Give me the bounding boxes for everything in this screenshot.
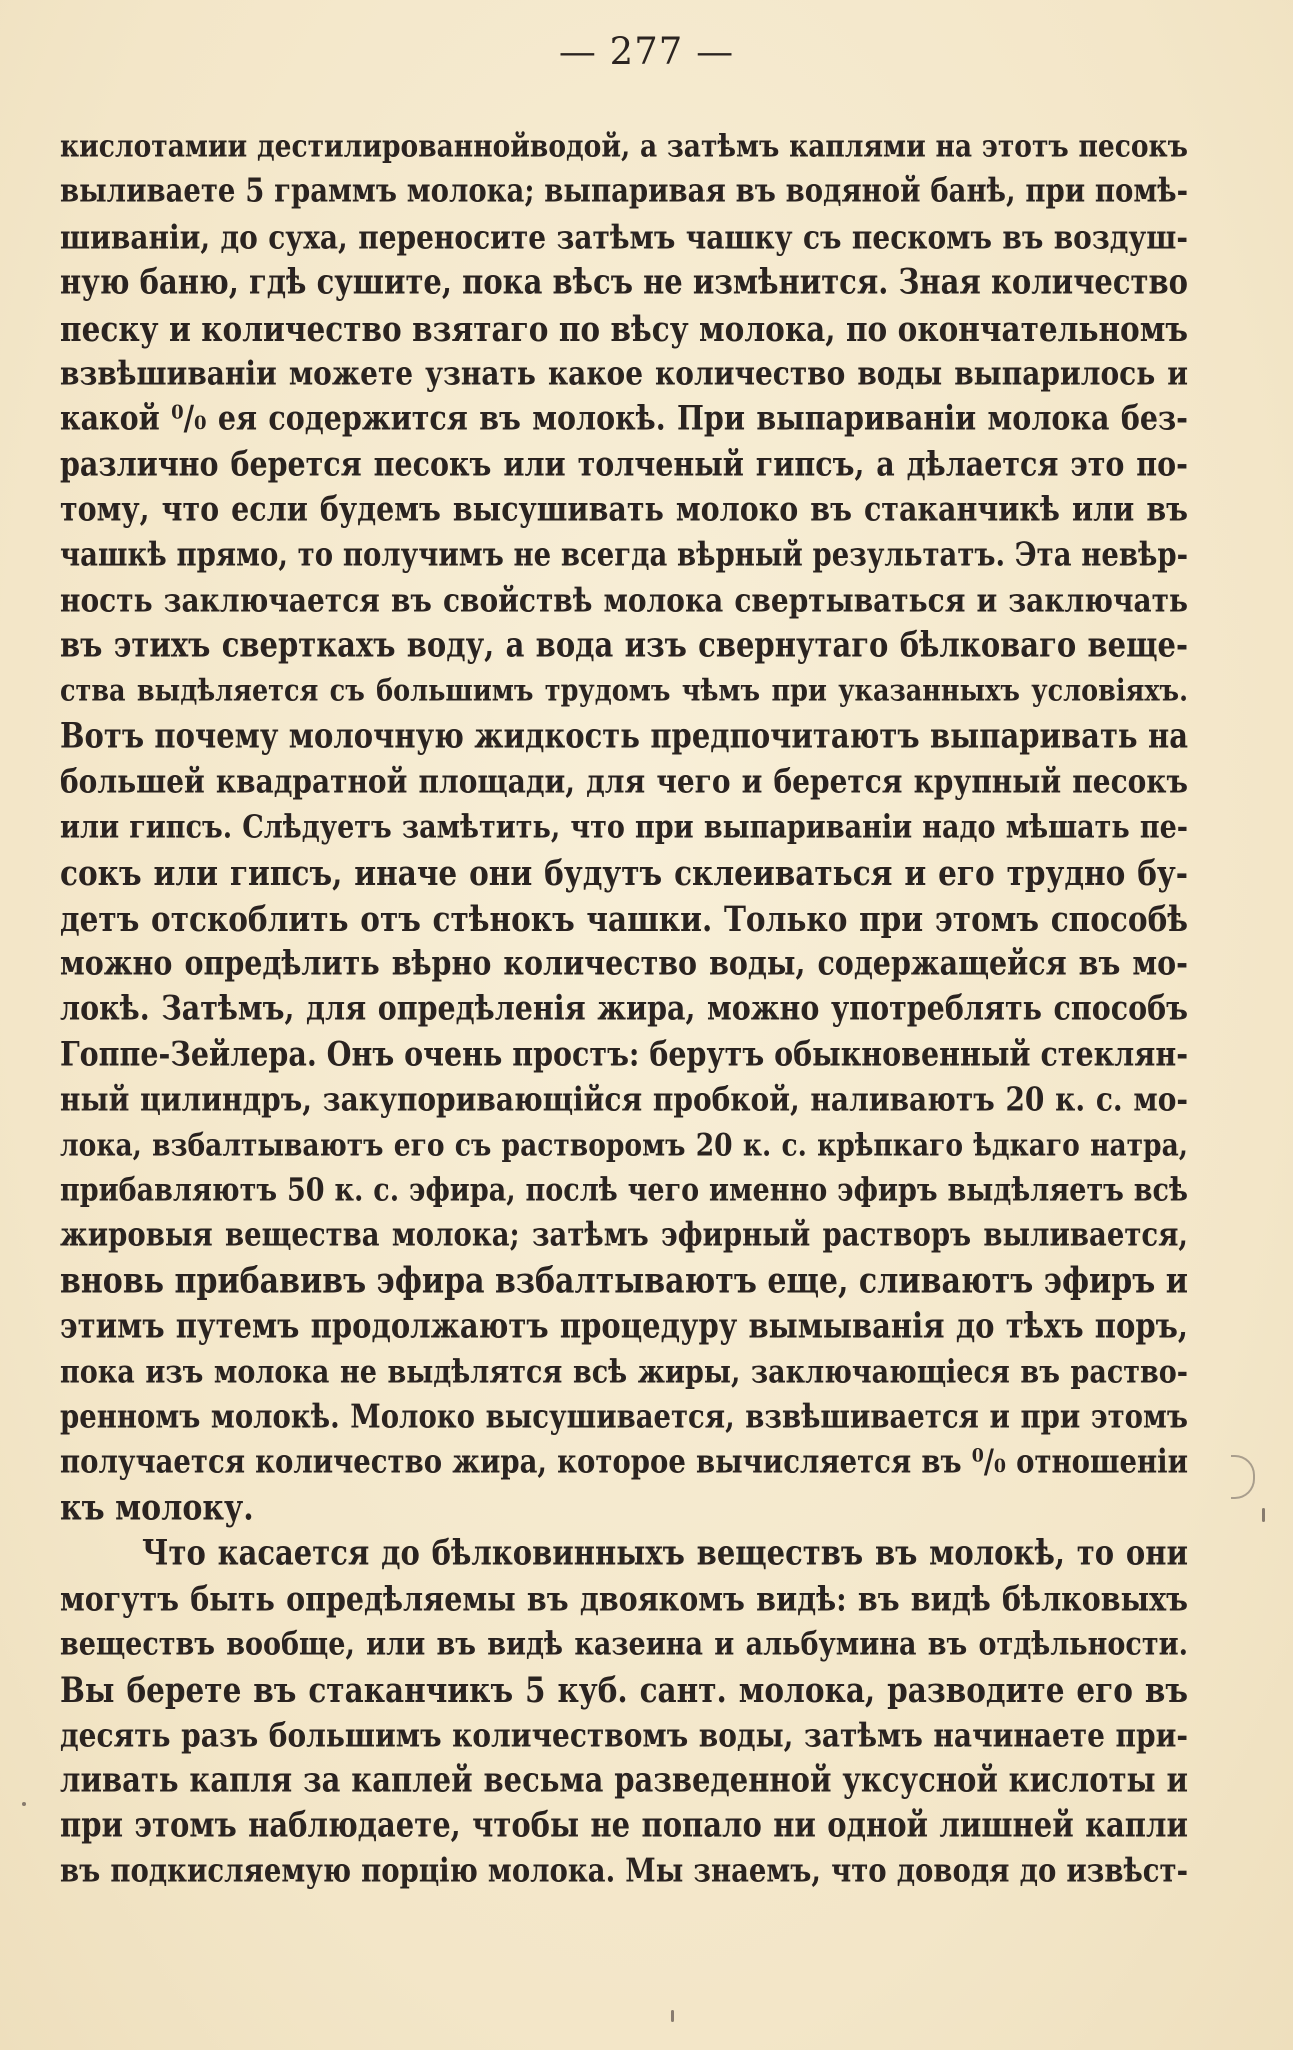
text-line: большей квадратной площади, для чего и берется крупный песокъ xyxy=(60,762,1188,802)
text-line: песку и количество взятаго по вѣсу молока, по окончательномъ xyxy=(60,307,1188,349)
text-line: вновь прибавивъ эфира взбалтываютъ еще, сливаютъ эфиръ и xyxy=(60,1260,1188,1302)
text-line: ную баню, гдѣ сушите, пока вѣсъ не измѣнится. Зная количество xyxy=(60,261,1188,303)
text-line: получается количество жира, которое вычисляется въ ⁰/₀ отношеніи xyxy=(60,1443,1188,1482)
text-line: Что касается до бѣлковинныхъ веществъ въ молокѣ, то они xyxy=(142,1532,1188,1574)
ink-speck xyxy=(671,2010,674,2022)
text-line: могутъ быть опредѣляемы въ двоякомъ видѣ: въ видѣ бѣлковыхъ xyxy=(60,1578,1188,1619)
text-line: тому, что если будемъ высушивать молоко въ стаканчикѣ или въ xyxy=(60,488,1188,530)
text-line: этимъ путемъ продолжаютъ процедуру вымыванія до тѣхъ поръ, xyxy=(60,1305,1188,1347)
page-number: — 277 — xyxy=(558,30,735,73)
margin-bracket-mark xyxy=(1231,1455,1255,1499)
text-line: ный цилиндръ, закупоривающійся пробкой, наливаютъ 20 к. с. мо- xyxy=(60,1080,1188,1120)
text-line: детъ отскоблить отъ стѣнокъ чашки. Только при этомъ способѣ xyxy=(60,897,1188,939)
text-line: лока, взбалтываютъ его съ растворомъ 20 к. с. крѣпкаго ѣдкаго натра, xyxy=(60,1126,1188,1164)
text-line: прибавляютъ 50 к. с. эфира, послѣ чего именно эфиръ выдѣляетъ всѣ xyxy=(60,1172,1188,1209)
text-line: локѣ. Затѣмъ, для опредѣленія жира, можно употреблять способъ xyxy=(60,988,1188,1029)
text-line: выливаете 5 граммъ молока; выпаривая въ водяной банѣ, при помѣ- xyxy=(60,172,1188,211)
text-line: въ подкисляемую порцію молока. Мы знаемъ, что доводя до извѣст- xyxy=(60,1851,1188,1890)
text-line: при этомъ наблюдаете, чтобы не попало ни одной лишней капли xyxy=(60,1805,1188,1846)
text-line: кислотамии дестилированнойводой, а затѣмъ каплями на этотъ песокъ xyxy=(60,128,1188,165)
ink-speck xyxy=(1262,1508,1265,1522)
text-line: ливать капля за каплей весьма разведенной уксусной кислоты и xyxy=(60,1759,1188,1800)
text-line: ренномъ молокѣ. Молоко высушивается, взвѣшивается и при этомъ xyxy=(60,1397,1188,1436)
text-line: ность заключается въ свойствѣ молока свертываться и заключать xyxy=(60,580,1188,620)
text-line: десять разъ большимъ количествомъ воды, затѣмъ начинаете при- xyxy=(60,1715,1188,1755)
text-line: какой ⁰/₀ ея содержится въ молокѣ. При выпариваніи молока без- xyxy=(60,398,1188,439)
text-line: къ молоку. xyxy=(60,1487,254,1529)
text-line: веществъ вообще, или въ видѣ казеина и альбумина въ отдѣльности. xyxy=(60,1626,1188,1663)
text-line: въ этихъ сверткахъ воду, а вода изъ свернутаго бѣлковаго веще- xyxy=(60,625,1188,666)
text-line: можно опредѣлить вѣрно количество воды, содержащейся въ мо- xyxy=(60,942,1188,983)
ink-speck xyxy=(22,1802,26,1806)
text-line: или гипсъ. Слѣдуетъ замѣтить, что при выпариваніи надо мѣшать пе- xyxy=(60,809,1188,846)
body-text xyxy=(60,124,1188,1894)
text-line: сокъ или гипсъ, иначе они будутъ склеиваться и его трудно бу- xyxy=(60,852,1188,894)
text-line: шиваніи, до суха, переносите затѣмъ чашку съ пескомъ въ воздуш- xyxy=(60,217,1188,257)
text-line: пока изъ молока не выдѣлятся всѣ жиры, заключающіеся въ раство- xyxy=(60,1353,1188,1391)
text-line: Вотъ почему молочную жидкость предпочитаютъ выпаривать на xyxy=(60,715,1188,757)
text-line: различно берется песокъ или толченый гипсъ, а дѣлается это по- xyxy=(60,443,1188,484)
text-line: Гоппе-Зейлера. Онъ очень простъ: берутъ обыкновенный стеклян- xyxy=(60,1033,1189,1074)
text-line: ства выдѣляется съ большимъ трудомъ чѣмъ при указанныхъ условіяхъ. xyxy=(60,672,1188,709)
text-line: Вы берете въ стаканчикъ 5 куб. сант. молока, разводите его въ xyxy=(60,1669,1188,1711)
text-line: чашкѣ прямо, то получимъ не всегда вѣрный результатъ. Эта невѣр- xyxy=(60,535,1188,574)
text-line: взвѣшиваніи можете узнать какое количество воды выпарилось и xyxy=(60,353,1188,393)
text-line: жировыя вещества молока; затѣмъ эфирный растворъ выливается, xyxy=(60,1216,1188,1255)
